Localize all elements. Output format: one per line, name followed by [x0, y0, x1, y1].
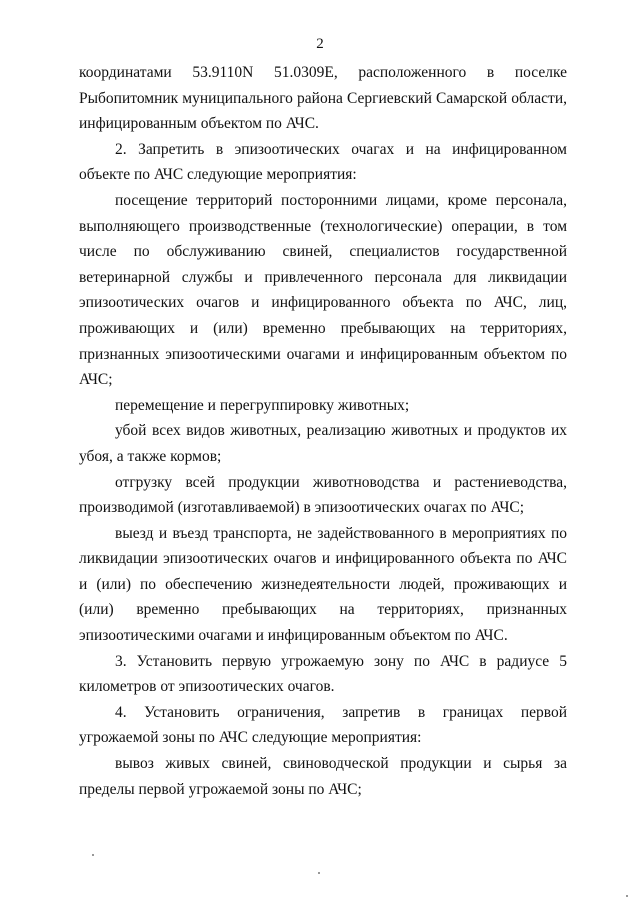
paragraph-movement-ban: перемещение и перегруппировку животных;: [115, 396, 410, 414]
paragraph-transport-ban: выезд и въезд транспорта, не задействованного в мероприятиях по ликвидации эпизоотических очагов и инфицированного объекта по АЧС и (или) по обеспечению жизнедеятельности людей, проживающих и (или) временно пребывающих на территориях, признанных эпизоотическими очагами и инфицированным объектом по АЧС.: [79, 524, 567, 645]
paragraph-visit-ban: посещение территорий посторонними лицами, кроме персонала, выполняющего производственные (технологические) операции, в том числе по обслуживанию свиней, специалистов государственной ветеринарной службы и привлеченного персонала для ликвидации эпизоотических очагов и инфицированного объекта по АЧС, лиц, проживающих и (или) временно пребывающих на территориях, признанных эпизоотическими очагами и инфицированным объектом по АЧС;: [79, 191, 567, 389]
paragraph-item-3: 3. Установить первую угрожаемую зону по АЧС в радиусе 5 километров от эпизоотических очагов.: [79, 652, 567, 696]
scan-speck: [318, 872, 320, 874]
paragraph-export-ban: вывоз живых свиней, свиноводческой продукции и сырья за пределы первой угрожаемой зоны по АЧС;: [79, 755, 567, 798]
scan-speck: [92, 854, 94, 856]
document-body: [79, 60, 567, 802]
paragraph-coordinates: координатами 53.9110N 51.0309E, расположенного в поселке Рыбопитомник муниципального района Сергиевский Самарской области, инфицированным объектом по АЧС.: [79, 64, 567, 133]
paragraph-slaughter-ban: убой всех видов животных, реализацию животных и продуктов их убоя, а также кормов;: [79, 422, 567, 465]
scan-speck: [626, 895, 628, 897]
paragraph-shipment-ban: отгрузку всей продукции животноводства и растениеводства, производимой (изготавливаемой) в эпизоотических очагах по АЧС;: [79, 473, 567, 517]
paragraph-item-4: 4. Установить ограничения, запретив в границах первой угрожаемой зоны по АЧС следующие мероприятия:: [79, 703, 567, 747]
paragraph-item-2: 2. Запретить в эпизоотических очагах и на инфицированном объекте по АЧС следующие мероприятия:: [79, 140, 567, 184]
page-number: 2: [316, 36, 324, 52]
